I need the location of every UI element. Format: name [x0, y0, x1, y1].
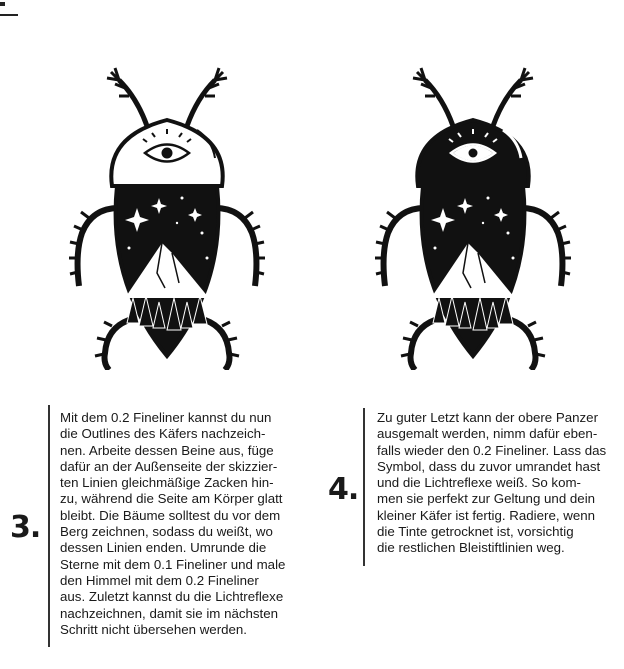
text-line: dafür an der Außenseite der skizzier-	[60, 458, 278, 474]
text-line: ausgemalt werden, nimm dafür eben-	[377, 426, 598, 442]
step-divider	[363, 408, 365, 566]
text-line: men sie perfekt zur Geltung und dein	[377, 491, 596, 507]
text-line: Symbol, dass du zuvor umrandet hast	[377, 458, 601, 474]
text-line: aus. Zuletzt kannst du die Lichtreflexe	[60, 589, 284, 605]
text-line: Schritt nicht übersehen werden.	[60, 621, 248, 637]
step-4-instructions	[377, 410, 606, 557]
step-3-instructions	[60, 410, 285, 638]
corner-rule	[0, 14, 18, 16]
text-line: Mit dem 0.2 Fineliner kannst du nun	[60, 410, 272, 425]
step-divider	[48, 405, 50, 647]
text-line: ten Linien gleichmäßige Zacken hin-	[60, 475, 274, 491]
text-line: kleiner Käfer ist fertig. Radiere, wenn	[377, 507, 596, 523]
text-line: den Himmel mit dem 0.2 Fineliner	[60, 572, 259, 588]
beetle-drawing-step-3	[67, 58, 267, 370]
text-line: die restlichen Bleistiftlinien weg.	[377, 540, 565, 556]
beetle-drawing-step-4	[373, 58, 573, 370]
text-line: die Tinte getrocknet ist, vorsichtig	[377, 524, 574, 540]
text-line: nen. Arbeite dessen Beine aus, füge	[60, 442, 274, 458]
step-number: 3.	[10, 510, 41, 545]
text-line: Sterne mit dem 0.1 Fineliner und male	[60, 556, 286, 572]
text-line: die Outlines des Käfers nachzeich-	[60, 426, 266, 442]
text-line: Berg zeichnen, sodass du weißt, wo	[60, 524, 273, 540]
step-number: 4.	[328, 472, 359, 507]
text-line: Zu guter Letzt kann der obere Panzer	[377, 410, 599, 425]
text-line: dessen Linien enden. Umrunde die	[60, 540, 267, 556]
text-line: zu, während die Seite am Körper glatt	[60, 491, 283, 507]
text-line: nachzeichnen, damit sie im nächsten	[60, 605, 279, 621]
text-line: falls wieder den 0.2 Fineliner. Lass das	[377, 442, 607, 458]
text-line: bleibt. Die Bäume solltest du vor dem	[60, 507, 281, 523]
text-line: und die Lichtreflexe weiß. So kom-	[377, 475, 581, 491]
corner-mark	[0, 2, 5, 6]
